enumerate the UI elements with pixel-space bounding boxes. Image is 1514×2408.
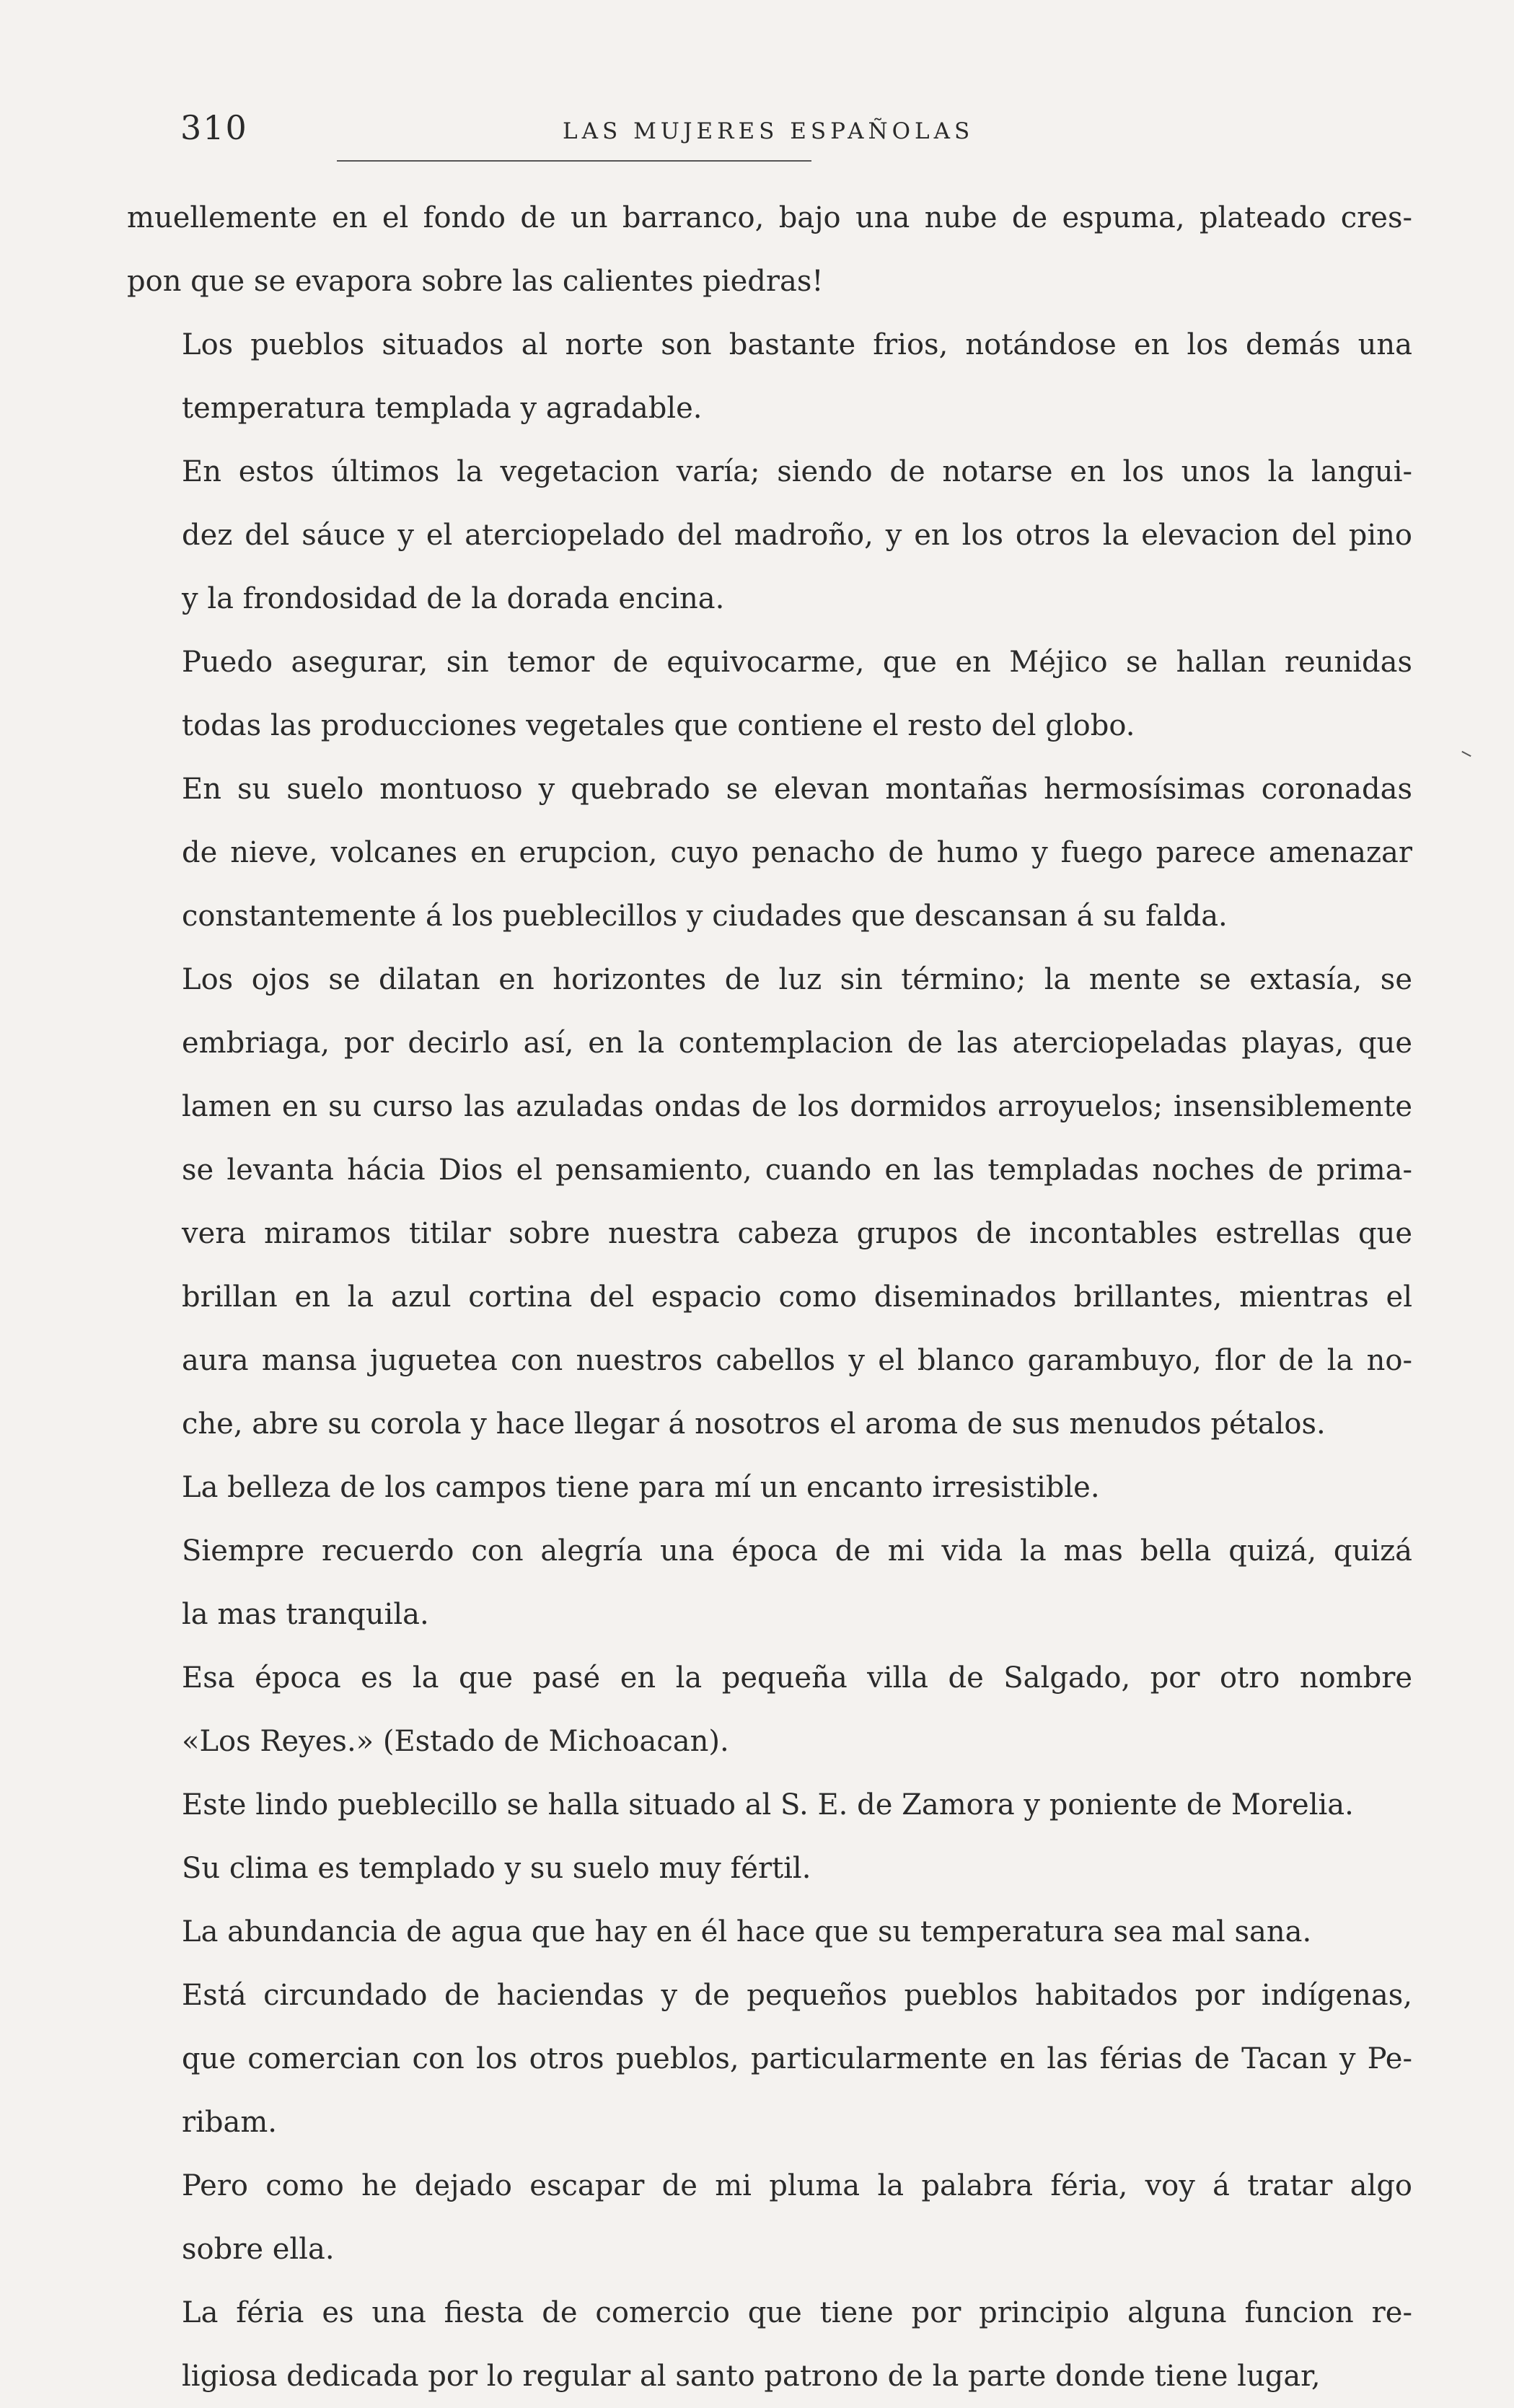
- page-body: [127, 186, 1412, 2408]
- text-line: muellemente en el fondo de un barranco, bajo una nube de espuma, plateado cres-: [127, 201, 1412, 234]
- page-header: [180, 108, 1407, 159]
- paragraph: [127, 948, 1412, 1456]
- paragraph: [127, 1837, 1412, 1900]
- text-line: En estos últimos la vegetacion varía; siendo de notarse en los unos la langui-: [182, 455, 1412, 488]
- paragraph: [127, 186, 1412, 313]
- paragraph: [127, 1900, 1412, 1964]
- text-line: brillan en la azul cortina del espacio como diseminados brillantes, mientras el: [182, 1280, 1412, 1314]
- text-line: ligiosa dedicada por lo regular al santo patrono de la parte donde tiene lugar,: [182, 2360, 1321, 2393]
- text-line: La belleza de los campos tiene para mí un encanto irresistible.: [182, 1471, 1100, 1504]
- text-line: Puedo asegurar, sin temor de equivocarme, que en Méjico se hallan reunidas: [182, 646, 1412, 679]
- text-line: dez del sáuce y el aterciopelado del madroño, y en los otros la elevacion del pino: [182, 519, 1412, 552]
- text-line: vera miramos titilar sobre nuestra cabeza grupos de incontables estrellas que: [182, 1217, 1412, 1250]
- paragraph: [127, 757, 1412, 948]
- text-line: Pero como he dejado escapar de mi pluma la palabra féria, voy á tratar algo: [182, 2169, 1412, 2202]
- text-line: Los ojos se dilatan en horizontes de luz sin término; la mente se extasía, se: [182, 963, 1412, 996]
- text-line: temperatura templada y agradable.: [182, 392, 703, 425]
- text-line: la mas tranquila.: [182, 1598, 429, 1631]
- text-line: de nieve, volcanes en erupcion, cuyo penacho de humo y fuego parece amenazar: [182, 836, 1412, 869]
- header-rule: [337, 160, 811, 162]
- paragraph: [127, 1773, 1412, 1837]
- text-line: La féria es una fiesta de comercio que tiene por principio alguna funcion re-: [182, 2296, 1412, 2329]
- paragraph: [127, 313, 1412, 440]
- paragraph: [127, 1646, 1412, 1773]
- text-line: embriaga, por decirlo así, en la contemplacion de las aterciopeladas playas, que: [182, 1027, 1412, 1060]
- text-line: aura mansa juguetea con nuestros cabellos y el blanco garambuyo, flor de la no-: [182, 1344, 1412, 1377]
- text-line: Siempre recuerdo con alegría una época de mi vida la mas bella quizá, quizá: [182, 1534, 1412, 1568]
- text-line: se levanta hácia Dios el pensamiento, cuando en las templadas noches de prima-: [182, 1154, 1412, 1187]
- text-line: Esa época es la que pasé en la pequeña villa de Salgado, por otro nombre: [182, 1661, 1412, 1695]
- paragraph: [127, 630, 1412, 757]
- margin-mark: [1461, 751, 1471, 757]
- paragraph: [127, 1964, 1412, 2154]
- text-line: sobre ella.: [182, 2233, 335, 2266]
- text-line: che, abre su corola y hace llegar á nosotros el aroma de sus menudos pétalos.: [182, 1407, 1326, 1441]
- text-line: Su clima es templado y su suelo muy fértil.: [182, 1852, 811, 1885]
- paragraph: [127, 1519, 1412, 1646]
- text-line: «Los Reyes.» (Estado de Michoacan).: [182, 1725, 729, 1758]
- text-line: que comercian con los otros pueblos, particularmente en las férias de Tacan y Pe-: [182, 2042, 1412, 2075]
- text-line: constantemente á los pueblecillos y ciudades que descansan á su falda.: [182, 900, 1228, 933]
- text-line: todas las producciones vegetales que contiene el resto del globo.: [182, 709, 1135, 742]
- paragraph: [127, 440, 1412, 630]
- text-line: Los pueblos situados al norte son bastante frios, notándose en los demás una: [182, 328, 1412, 361]
- text-line: y la frondosidad de la dorada encina.: [182, 582, 725, 615]
- text-line: lamen en su curso las azuladas ondas de los dormidos arroyuelos; insensiblemente: [182, 1090, 1412, 1123]
- text-line: En su suelo montuoso y quebrado se elevan montañas hermosísimas coronadas: [182, 773, 1412, 806]
- text-line: Está circundado de haciendas y de pequeños pueblos habitados por indígenas,: [182, 1979, 1412, 2012]
- text-line: pon que se evapora sobre las calientes piedras!: [127, 265, 824, 298]
- text-line: La abundancia de agua que hay en él hace que su temperatura sea mal sana.: [182, 1915, 1312, 1948]
- running-head: LAS MUJERES ESPAÑOLAS: [563, 118, 974, 144]
- paragraph: [127, 1456, 1412, 1519]
- text-line: ribam.: [182, 2106, 278, 2139]
- text-line: Este lindo pueblecillo se halla situado al S. E. de Zamora y poniente de Morelia.: [182, 1788, 1354, 1822]
- page-number: 310: [180, 108, 248, 147]
- paragraph: [127, 2281, 1412, 2408]
- paragraph: [127, 2154, 1412, 2281]
